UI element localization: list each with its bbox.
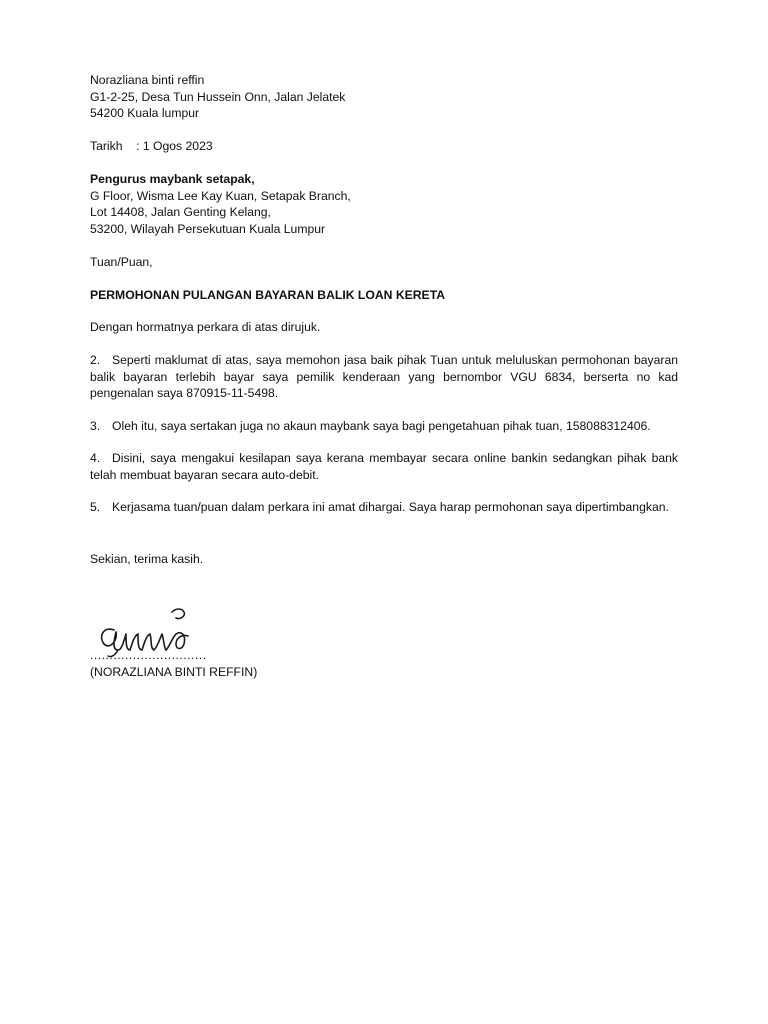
paragraph-4	[90, 450, 678, 483]
paragraph-3	[90, 418, 678, 435]
paragraph-text: Kerjasama tuan/puan dalam perkara ini amat dihargai. Saya harap permohonan saya dipertimbangkan.	[112, 500, 669, 514]
paragraph-number: 3.	[90, 419, 101, 433]
recipient-title: Pengurus maybank setapak,	[90, 172, 255, 186]
signatory-name: (NORAZLIANA BINTI REFFIN)	[90, 665, 258, 679]
recipient-block	[90, 171, 678, 237]
paragraph-number: 4.	[90, 451, 101, 465]
paragraph-5	[90, 499, 678, 516]
paragraph-number: 5.	[90, 500, 101, 514]
date-block	[90, 138, 678, 155]
salutation: Tuan/Puan,	[90, 255, 153, 269]
subject-heading: PERMOHONAN PULANGAN BAYARAN BALIK LOAN KERETA	[90, 288, 446, 302]
paragraph-2	[90, 352, 678, 402]
intro-paragraph: Dengan hormatnya perkara di atas dirujuk.	[90, 320, 321, 334]
date-label: Tarikh	[90, 139, 123, 153]
recipient-address-line1: G Floor, Wisma Lee Kay Kuan, Setapak Branch,	[90, 188, 351, 203]
signature-dotted-line: ..............................	[90, 648, 207, 662]
sender-address-line1: G1-2-25, Desa Tun Hussein Onn, Jalan Jelatek	[90, 89, 346, 104]
paragraph-text: Seperti maklumat di atas, saya memohon jasa baik pihak Tuan untuk meluluskan permohonan bayaran balik bayaran terlebih bayar saya pemilik kenderaan yang bernombor VGU 6834, berserta no kad pengenalan saya 870915-11-5498.	[90, 353, 678, 401]
paragraph-text: Oleh itu, saya sertakan juga no akaun maybank saya bagi pengetahuan pihak tuan, 158088312406.	[112, 419, 651, 433]
date-value: : 1 Ogos 2023	[136, 139, 213, 153]
paragraph-text: Disini, saya mengakui kesilapan saya kerana membayar secara online bankin sedangkan pihak bank telah membuat bayaran secara auto-debit.	[90, 451, 678, 482]
sender-address-line2: 54200 Kuala lumpur	[90, 106, 200, 121]
recipient-address-line2: Lot 14408, Jalan Genting Kelang,	[90, 205, 271, 220]
sender-name: Norazliana binti reffin	[90, 73, 205, 87]
sender-block	[90, 72, 678, 122]
recipient-address-line3: 53200, Wilayah Persekutuan Kuala Lumpur	[90, 221, 326, 236]
closing-line: Sekian, terima kasih.	[90, 552, 204, 566]
paragraph-number: 2.	[90, 353, 101, 367]
